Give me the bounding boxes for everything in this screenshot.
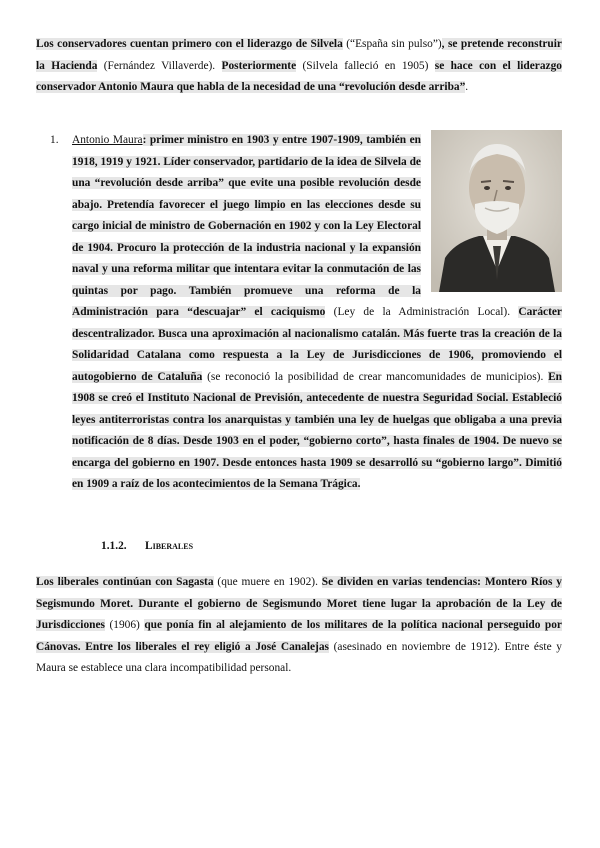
intro-s7: se hace con el liderazgo conservador Antonio Maura que habla de la necesidad de una “revolución desde arriba” xyxy=(36,59,562,93)
list-p3: Carácter descentralizador. Busca una aproximación al nacionalismo catalán. Más fuerte tras la creación de la Solidaridad Catalana como respuesta a la Ley de Jurisdicciones de 1906, promoviendo el autogobierno de Cataluña xyxy=(72,306,562,383)
lib-s3: Se dividen en varias tendencias: Montero Ríos y Segismundo Moret. Durante el gobierno de Segismundo Moret tiene lugar la aprobación de la Ley de Jurisdicciones xyxy=(36,576,562,631)
section-number: 1.1.2. xyxy=(101,540,127,552)
lib-s4: (1906) xyxy=(104,619,145,631)
person-name: Antonio Maura xyxy=(72,134,143,146)
list-number: 1. xyxy=(50,134,59,146)
list-p1: : primer ministro en 1903 y entre 1907-1909, también en 1918, 1919 y 1921. Líder conservador, partidario de la idea de Silvela de una “revolución desde arriba” que evite una posible revolución desde abajo. Pretendía favorecer el juego limpio en las elecciones desde su cargo inicial de ministro de Gobernación en 1902 y con la Ley Electoral de 1904. Procuro la protección de la industria nacional y la expansión naval y una reforma militar que intentara evitar la conmutación de las quintas por pago. También promueve una reforma de la Administración para “descuajar” el caciquismo xyxy=(72,134,421,318)
lib-s5: que ponía fin al alejamiento de los militares de la política nacional perseguido por Cánovas. Entre los liberales el rey eligió a José Canalejas xyxy=(36,619,562,653)
lib-s1: Los liberales continúan con Sagasta xyxy=(36,576,214,588)
intro-s2: (“España sin pulso”) xyxy=(342,38,442,50)
intro-s4: (Fernández Villaverde). xyxy=(97,59,222,72)
list-body xyxy=(72,130,562,496)
section-heading xyxy=(101,537,193,555)
lib-s2: (que muere en 1902). xyxy=(213,576,322,588)
intro-s3: , se pretende reconstruir la Hacienda xyxy=(36,38,562,72)
lib-s6: (asesinado en noviembre de 1912). Entre éste y Maura se establece una clara incompatibilidad personal. xyxy=(36,640,562,674)
list-p5: En 1908 se creó el Instituto Nacional de Previsión, antecedente de nuestra Seguridad Social. Estableció leyes antiterroristas contra los anarquistas y también una ley de huelgas que obligaba a una previa notificación de 8 días. Desde 1903 en el poder, “gobierno corto”, hasta finales de 1904. De nuevo se encarga del gobierno en 1907. Desde entonces hasta 1909 se desarrolló su “gobierno largo”. Dimitió en 1909 a raíz de los acontecimientos de la Semana Trágica. xyxy=(72,370,562,490)
list-p2: (Ley de la Administración Local). xyxy=(325,306,519,318)
list-p4: (se reconoció la posibilidad de crear mancomunidades de municipios). xyxy=(202,370,549,383)
intro-s5: Posteriormente xyxy=(221,59,297,72)
intro-s6: (Silvela falleció en 1905) xyxy=(296,59,435,72)
section-title: Liberales xyxy=(145,540,194,552)
antonio-maura-portrait xyxy=(431,130,562,292)
intro-s8: . xyxy=(465,81,469,93)
intro-paragraph xyxy=(36,34,562,99)
intro-s1: Los conservadores cuentan primero con el liderazgo de Silvela xyxy=(36,38,343,50)
liberales-paragraph xyxy=(36,572,562,680)
